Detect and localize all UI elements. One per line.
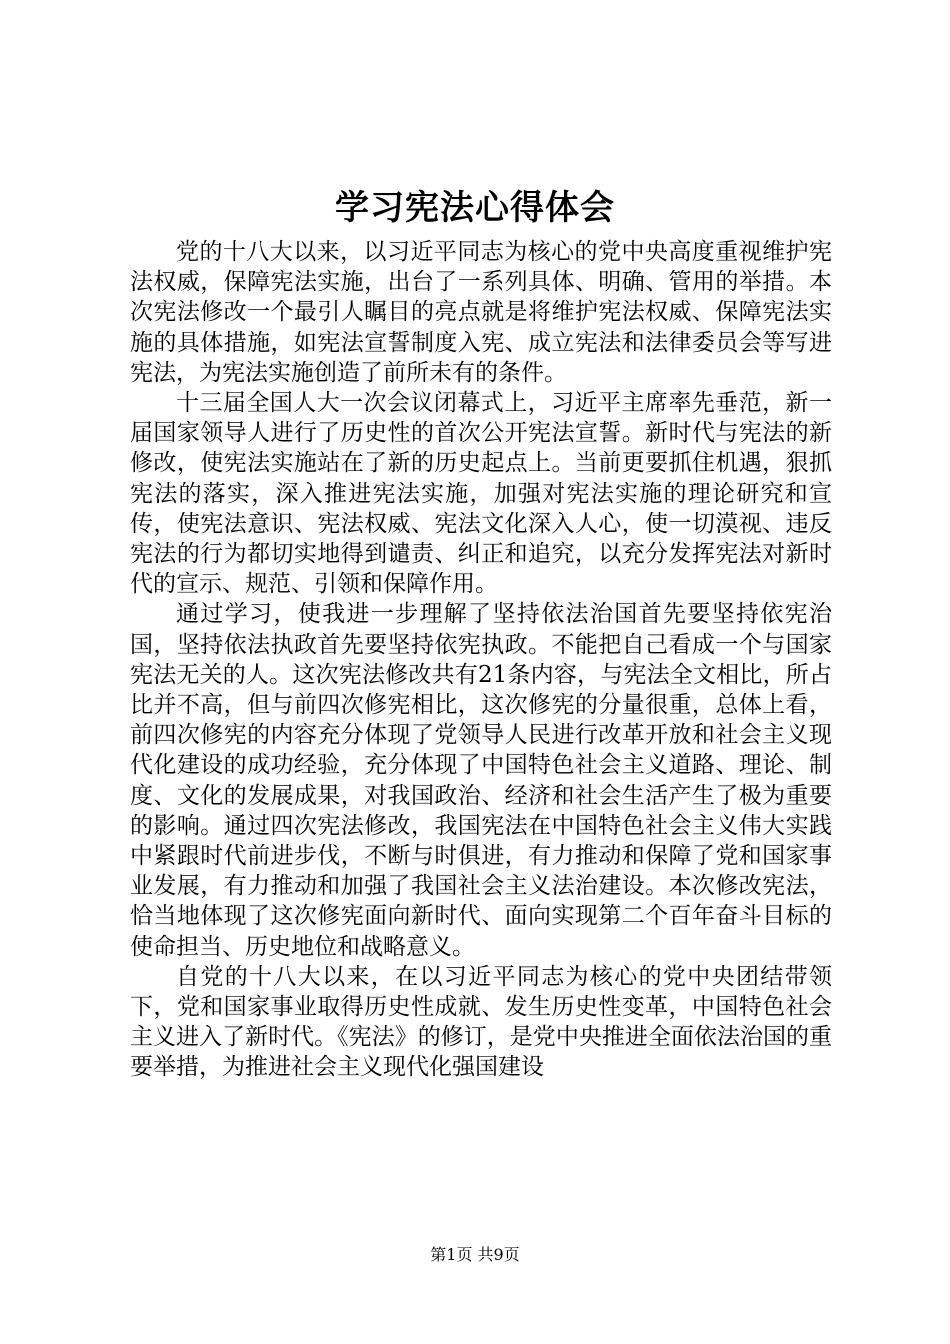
- page-number-footer: 第1页 共9页: [430, 1245, 520, 1264]
- paragraph: 十三届全国人大一次会议闭幕式上，习近平主席率先垂范，新一届国家领导人进行了历史性的首次公开宪法宣誓。新时代与宪法的新修改，使宪法实施站在了新的历史起点上。当前更要抓住机遇，狠抓宪法的落实，深入推进宪法实施，加强对宪法实施的理论研究和宣传，使宪法意识、宪法权威、宪法文化深入人心，使一切漠视、违反宪法的行为都切实地得到谴责、纠正和追究，以充分发挥宪法对新时代的宣示、规范、引领和保障作用。: [130, 390, 832, 598]
- document-title: 学习宪法心得体会: [335, 188, 615, 228]
- paragraph: 自党的十八大以来，在以习近平同志为核心的党中央团结带领下，党和国家事业取得历史性成就、发生历史性变革，中国特色社会主义进入了新时代。《宪法》的修订，是党中央推进全面依法治国的重要举措，为推进社会主义现代化强国建设: [130, 963, 832, 1081]
- paragraph: 通过学习，使我进一步理解了坚持依法治国首先要坚持依宪治国，坚持依法执政首先要坚持依宪执政。不能把自己看成一个与国家宪法无关的人。这次宪法修改共有21条内容，与宪法全文相比，所占比并不高，但与前四次修宪相比，这次修宪的分量很重，总体上看，前四次修宪的内容充分体现了党领导人民进行改革开放和社会主义现代化建设的成功经验，充分体现了中国特色社会主义道路、理论、制度、文化的发展成果，对我国政治、经济和社会生活产生了极为重要的影响。通过四次宪法修改，我国宪法在中国特色社会主义伟大实践中紧跟时代前进步伐，不断与时俱进，有力推动和保障了党和国家事业发展，有力推动和加强了我国社会主义法治建设。本次修改宪法，恰当地体现了这次修宪面向新时代、面向实现第二个百年奋斗目标的使命担当、历史地位和战略意义。: [130, 601, 832, 960]
- document-body: [130, 237, 832, 1083]
- paragraph: 党的十八大以来，以习近平同志为核心的党中央高度重视维护宪法权威，保障宪法实施，出台了一系列具体、明确、管用的举措。本次宪法修改一个最引人瞩目的亮点就是将维护宪法权威、保障宪法实施的具体措施，如宪法宣誓制度入宪、成立宪法和法律委员会等写进宪法，为宪法实施创造了前所未有的条件。: [130, 239, 832, 386]
